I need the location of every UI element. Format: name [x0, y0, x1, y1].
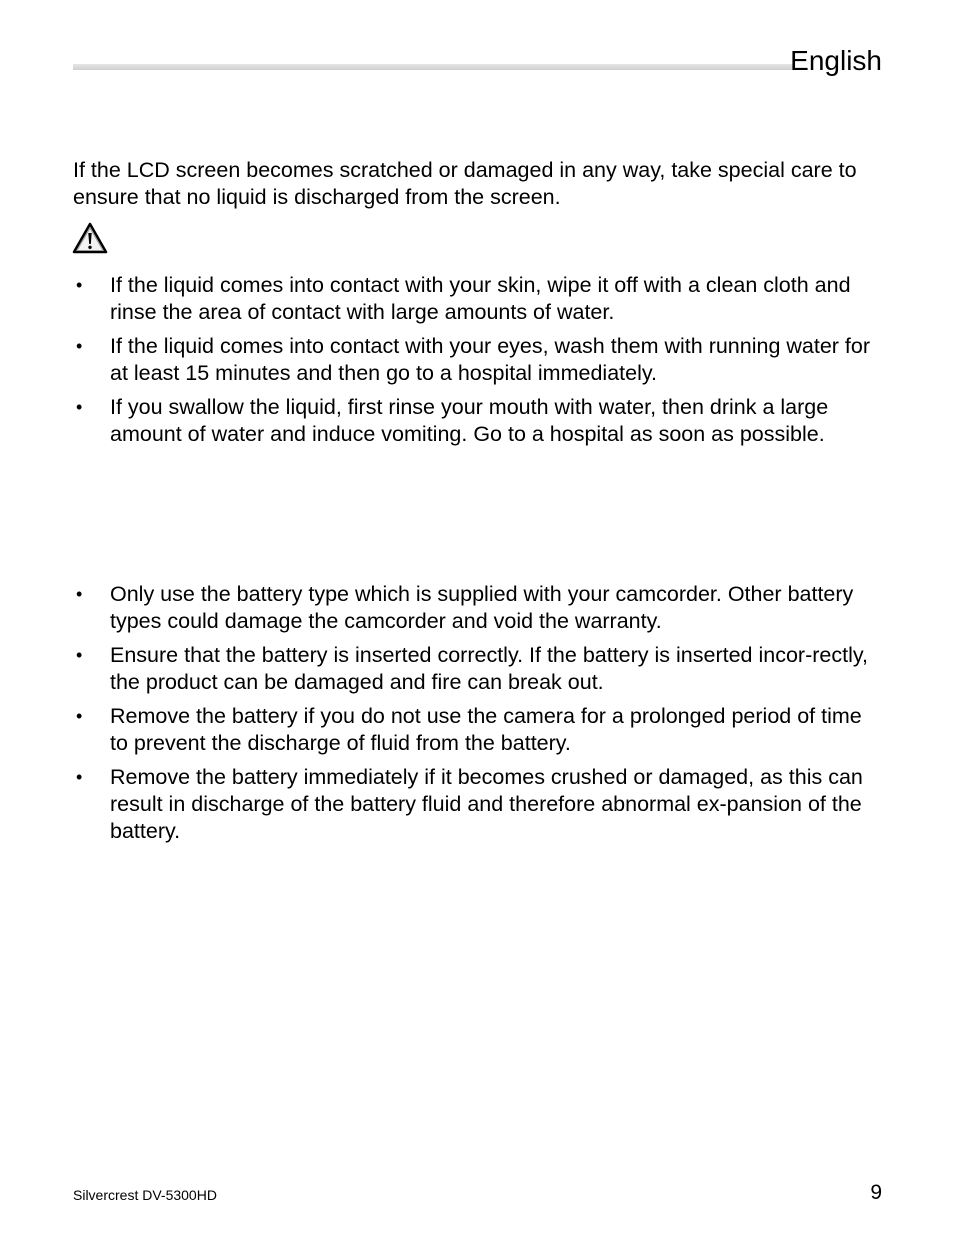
footer-model-name: Silvercrest DV-5300HD	[73, 1187, 217, 1203]
bullet-dot: •	[76, 706, 83, 726]
bullet-dot: •	[76, 397, 83, 417]
lcd-intro-paragraph: If the LCD screen becomes scratched or damaged in any way, take special care to ensure that no liquid is discharged from the screen.	[73, 158, 857, 209]
list-item: • Remove the battery if you do not use the camera for a prolonged period of time to prevent the discharge of fluid from the battery.	[76, 704, 862, 755]
list-item: • Remove the battery immediately if it becomes crushed or damaged, as this can result in discharge of the battery fluid and therefore abnormal ex-pansion of the battery.	[76, 765, 863, 843]
lcd-liquid-list	[73, 272, 883, 455]
list-item: • If you swallow the liquid, first rinse your mouth with water, then drink a large amount of water and induce vomiting. Go to a hospital as soon as possible.	[76, 395, 829, 446]
bullet-dot: •	[76, 275, 83, 295]
page-number: 9	[870, 1181, 882, 1204]
bullet-dot: •	[76, 645, 83, 665]
list-item: • If the liquid comes into contact with your skin, wipe it off with a clean cloth and rinse the area of contact with large amounts of water.	[76, 273, 851, 324]
list-item: • If the liquid comes into contact with your eyes, wash them with running water for at least 15 minutes and then go to a hospital immediately.	[76, 334, 871, 385]
battery-list	[73, 581, 883, 852]
bullet-dot: •	[76, 336, 83, 356]
warning-triangle-icon	[72, 222, 108, 254]
list-item: • Ensure that the battery is inserted correctly. If the battery is inserted incor-rectly, the product can be damaged and fire can break out.	[76, 643, 868, 694]
list-item: • Only use the battery type which is supplied with your camcorder. Other battery types could damage the camcorder and void the warranty.	[76, 582, 854, 633]
bullet-dot: •	[76, 584, 83, 604]
bullet-dot: •	[76, 767, 83, 787]
header-language: English	[790, 45, 882, 76]
header-rule	[73, 64, 793, 70]
